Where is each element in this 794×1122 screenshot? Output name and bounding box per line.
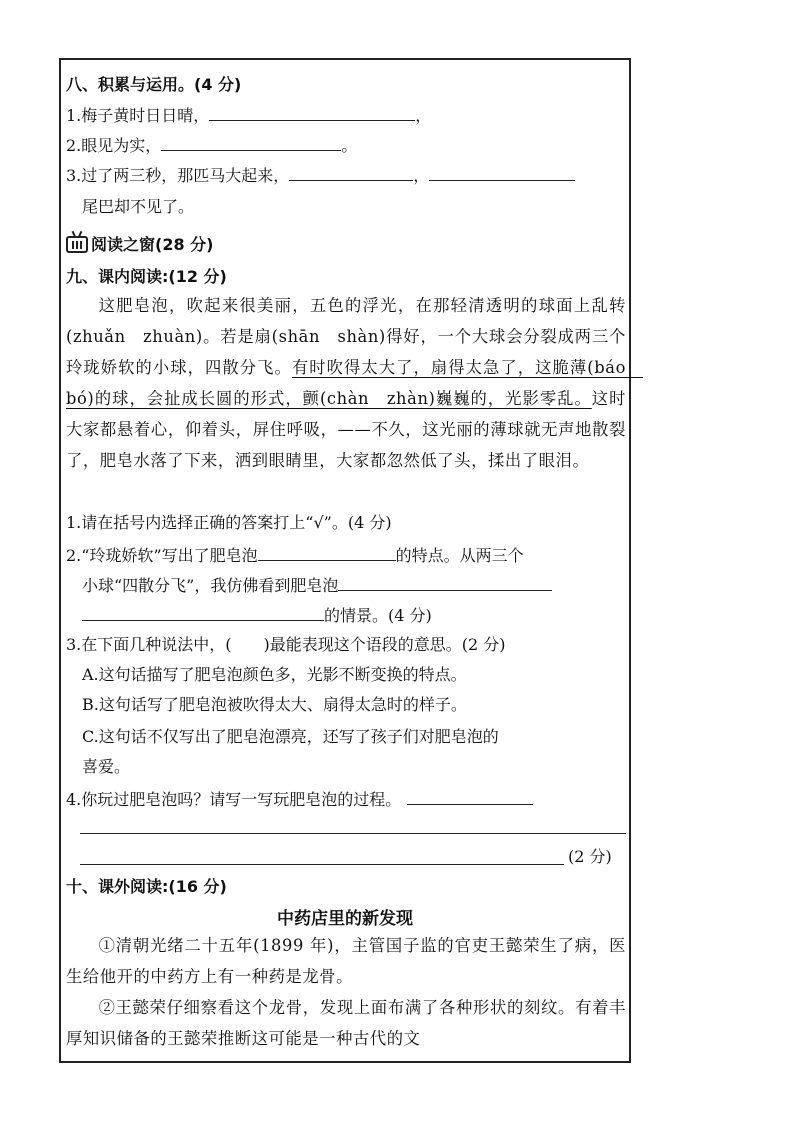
section-9-heading: 九、课内阅读:(12 分) xyxy=(66,267,227,286)
reading-window-heading: 阅读之窗(28 分) xyxy=(66,234,213,256)
question-9-4: 4.你玩过肥皂泡吗？请写一写玩肥皂泡的过程。 xyxy=(66,788,533,811)
answer-blank[interactable] xyxy=(82,604,324,621)
question-9-2-line3: 的情景。(4 分) xyxy=(82,604,432,627)
question-9-1: 1.请在括号内选择正确的答案打上“√”。(4 分) xyxy=(66,513,392,532)
answer-blank[interactable] xyxy=(161,134,341,151)
question-8-1: 1.梅子黄时日日晴， ， xyxy=(66,106,432,125)
answer-blank[interactable] xyxy=(338,574,552,591)
option-c[interactable]: C.这句话不仅写出了肥皂泡漂亮，还写了孩子们对肥皂泡的 xyxy=(82,727,499,746)
option-a[interactable]: A.这句话描写了肥皂泡颜色多，光影不断变换的特点。 xyxy=(82,665,467,684)
article-paragraph-2: ②王懿荣仔细察看这个龙骨，发现上面布满了各种形状的刻纹。有着丰厚知识储备的王懿荣推断这可能是一种古代的文 xyxy=(66,998,626,1048)
answer-blank[interactable] xyxy=(258,544,396,561)
question-9-3: 3.在下面几种说法中，( )最能表现这个语段的意思。(2 分) xyxy=(66,635,506,654)
section-8-heading: 八、积累与运用。(4 分) xyxy=(66,75,242,94)
answer-blank[interactable] xyxy=(429,164,575,181)
reading-passage: 这肥皂泡，吹起来很美丽，五色的浮光，在那轻清透明的球面上乱转(zhuǎn zhuàn)。若是扇(shān shàn)得好，一个大球会分裂成两三个玲珑娇软的小球，四散分飞。有时吹得太大了，扇得太急了，这脆薄(báo bó)的球，会扯成长圆的形式，颤(chàn zhàn)巍巍的，光影零乱。这时大家都悬着心，仰着头，屏住呼吸，——不久，这光丽的薄球就无声地散裂了，肥皂水落了下来，洒到眼睛里，大家都忽然低了头，揉出了眼泪。 xyxy=(66,296,643,470)
article-paragraph-1: ①清朝光绪二十五年(1899 年)，主管国子监的官吏王懿荣生了病，医生给他开的中药方上有一种药是龙骨。 xyxy=(66,936,626,986)
answer-line[interactable] xyxy=(80,833,626,834)
question-9-2: 2.“玲珑娇软”写出了肥皂泡 的特点。从两三个 xyxy=(66,546,524,565)
answer-blank[interactable] xyxy=(289,164,413,181)
question-8-3-continued: 尾巴却不见了。 xyxy=(82,197,195,216)
option-c-continued: 喜爱。 xyxy=(82,757,131,776)
tv-icon xyxy=(66,236,88,253)
answer-line[interactable] xyxy=(80,864,564,865)
underlined-sentence: 有时吹得太大了，扇得太急了，这脆薄(báo bó)的球，会扯成长圆的形式，颤(chàn zhàn)巍巍的，光影零乱。 xyxy=(66,358,643,408)
answer-blank[interactable] xyxy=(407,788,533,805)
question-8-3: 3.过了两三秒，那匹马大起来， ， xyxy=(66,164,575,187)
option-b[interactable]: B.这句话写了肥皂泡被吹得太大、扇得太急时的样子。 xyxy=(82,695,467,714)
article-title: 中药店里的新发现 xyxy=(277,909,413,929)
question-8-2: 2.眼见为实， 。 xyxy=(66,136,358,155)
question-9-4-score: (2 分) xyxy=(568,847,612,866)
question-9-2-line2: 小球“四散分飞”，我仿佛看到肥皂泡 xyxy=(82,574,552,597)
section-10-heading: 十、课外阅读:(16 分) xyxy=(66,877,227,896)
answer-blank[interactable] xyxy=(209,104,415,121)
